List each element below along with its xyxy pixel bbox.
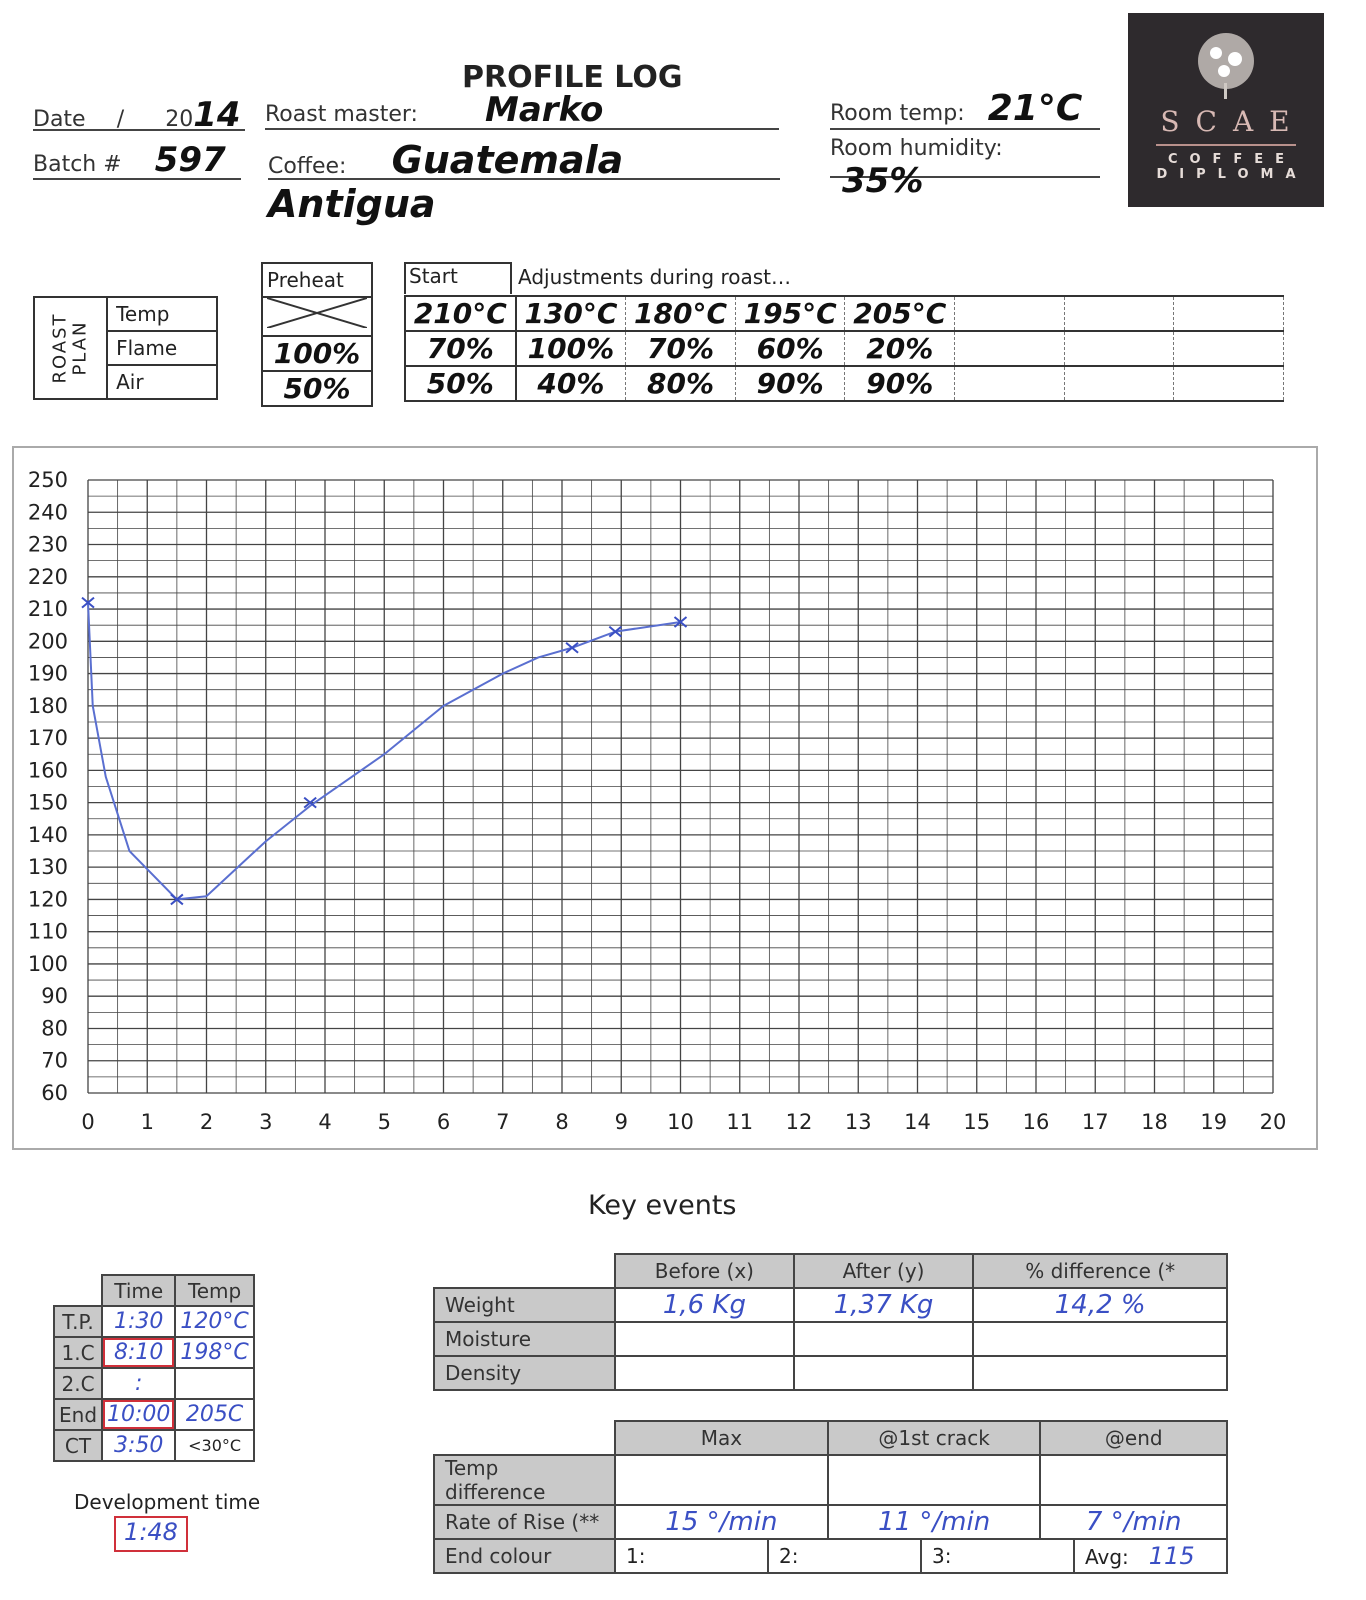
y-tick-label: 140 <box>27 822 68 847</box>
logo-line1: COFFEE <box>1167 152 1297 167</box>
x-tick-label: 0 <box>81 1110 95 1134</box>
plan-cell-air-4[interactable]: 90% <box>845 366 955 401</box>
roast-master-field[interactable] <box>265 90 779 130</box>
x-tick-label: 9 <box>614 1110 628 1134</box>
y-tick-label: 250 <box>27 468 68 492</box>
x-tick-label: 14 <box>904 1110 931 1134</box>
row-label: Moisture <box>434 1322 615 1356</box>
event-label: 2.C <box>54 1368 102 1399</box>
date-separator: / <box>116 107 125 132</box>
value-cell[interactable]: 14,2 % <box>973 1288 1227 1322</box>
x-tick-label: 15 <box>963 1110 991 1134</box>
room-temp-value: 21°C <box>987 88 1083 129</box>
event-temp[interactable]: 120°C <box>175 1306 253 1337</box>
coffee-label: Coffee: <box>268 154 347 179</box>
plan-cell-flame-2[interactable]: 70% <box>626 331 736 366</box>
x-tick-label: 13 <box>844 1110 872 1134</box>
end-colour-label: Avg: <box>1085 1545 1129 1569</box>
value-cell[interactable]: 1,37 Kg <box>794 1288 974 1322</box>
start-label: Start <box>404 262 512 294</box>
column-header: @1st crack <box>828 1421 1041 1455</box>
x-tick-label: 18 <box>1141 1110 1168 1134</box>
row-label: Temp difference <box>434 1455 615 1505</box>
y-tick-label: 120 <box>27 887 68 912</box>
logo-line2: DIPLOMA <box>1156 167 1308 182</box>
plan-cell-air-3[interactable]: 90% <box>735 366 845 401</box>
coffee-field[interactable] <box>268 138 780 226</box>
room-humidity-value: 35% <box>842 161 924 201</box>
blank <box>434 1254 615 1288</box>
roast-profile-chart <box>0 460 1320 1150</box>
plan-cell-air-2[interactable]: 80% <box>626 366 736 401</box>
batch-label: Batch # <box>33 152 122 177</box>
roast-plan-label-1: ROAST <box>49 312 71 384</box>
row-label: End colour <box>434 1539 615 1573</box>
adjustments-label: Adjustments during roast… <box>518 265 792 289</box>
roast-master-label: Roast master: <box>265 102 418 127</box>
column-header: Before (x) <box>615 1254 794 1288</box>
end-colour-label: 2: <box>779 1544 799 1568</box>
event-temp[interactable]: <30°C <box>175 1430 253 1461</box>
y-tick-label: 160 <box>27 758 68 783</box>
rates-table <box>433 1420 1228 1574</box>
row-label: Density <box>434 1356 615 1390</box>
x-tick-label: 4 <box>318 1110 332 1134</box>
end-colour-cell[interactable] <box>920 1540 1073 1572</box>
preheat-label: Preheat <box>262 263 372 297</box>
event-temp[interactable] <box>175 1368 253 1399</box>
coffee-value: Guatemala Antigua <box>268 138 624 226</box>
development-time-label: Development time <box>74 1490 261 1514</box>
event-label: T.P. <box>54 1306 102 1337</box>
plan-cell-air-7[interactable] <box>1174 366 1284 401</box>
x-tick-label: 7 <box>496 1110 510 1134</box>
y-tick-label: 220 <box>27 564 68 589</box>
x-tick-label: 20 <box>1259 1110 1287 1134</box>
x-tick-label: 3 <box>259 1110 273 1134</box>
preheat-table <box>261 262 373 407</box>
events-table <box>53 1274 255 1462</box>
events-header: Time <box>102 1275 175 1306</box>
x-tick-label: 17 <box>1081 1110 1109 1134</box>
plan-cell-flame-7[interactable] <box>1174 331 1284 366</box>
column-header: @end <box>1040 1421 1227 1455</box>
event-temp[interactable]: 205C <box>175 1399 253 1430</box>
scae-logo <box>1128 13 1324 207</box>
x-tick-label: 6 <box>436 1110 451 1134</box>
column-header: After (y) <box>794 1254 974 1288</box>
y-tick-label: 240 <box>27 500 68 525</box>
value-cell[interactable] <box>794 1356 974 1390</box>
value-cell[interactable]: 11 °/min <box>828 1505 1041 1539</box>
event-time[interactable]: 8:10 <box>102 1337 175 1368</box>
y-tick-label: 60 <box>41 1081 68 1105</box>
date-year-value: 14 <box>193 95 241 135</box>
y-tick-label: 190 <box>27 661 68 686</box>
event-time[interactable]: 1:30 <box>102 1306 175 1337</box>
plan-cell-temp-7[interactable] <box>1174 296 1284 331</box>
row-label-flame: Flame <box>107 331 217 365</box>
value-cell[interactable] <box>794 1322 974 1356</box>
plan-cell-flame-5[interactable] <box>955 331 1065 366</box>
value-cell[interactable]: 7 °/min <box>1040 1505 1227 1539</box>
batch-value: 597 <box>154 140 226 180</box>
end-colour-avg: 115 <box>1148 1542 1195 1570</box>
y-tick-label: 130 <box>27 855 68 880</box>
value-cell[interactable] <box>1040 1455 1227 1505</box>
row-label: Weight <box>434 1288 615 1322</box>
value-cell[interactable]: 15 °/min <box>615 1505 828 1539</box>
plan-cell-temp-3[interactable]: 195°C <box>735 296 845 331</box>
plan-cell-temp-6[interactable] <box>1064 296 1174 331</box>
plan-cell-air-6[interactable] <box>1064 366 1174 401</box>
value-cell[interactable]: 1,6 Kg <box>615 1288 794 1322</box>
x-tick-label: 2 <box>199 1110 214 1134</box>
x-tick-label: 19 <box>1200 1110 1228 1134</box>
blank <box>434 1421 615 1455</box>
event-label: CT <box>54 1430 102 1461</box>
crossed-out-cell <box>267 298 367 328</box>
plan-cell-flame-0[interactable]: 70% <box>405 331 516 366</box>
data-point-marker <box>566 643 578 653</box>
y-tick-label: 210 <box>27 597 68 622</box>
plan-cell-flame-1[interactable]: 100% <box>516 331 626 366</box>
plan-cell-flame-3[interactable]: 60% <box>735 331 845 366</box>
end-colour-cell[interactable] <box>616 1540 767 1572</box>
x-tick-label: 5 <box>377 1110 391 1134</box>
plan-cell-temp-1[interactable]: 130°C <box>516 296 626 331</box>
x-tick-label: 11 <box>726 1110 754 1134</box>
plan-cell-air-1[interactable]: 40% <box>516 366 626 401</box>
plan-cell-air-5[interactable] <box>955 366 1065 401</box>
column-header: % difference (* <box>973 1254 1227 1288</box>
event-time[interactable]: 3:50 <box>102 1430 175 1461</box>
room-humidity-field[interactable] <box>830 136 1100 201</box>
x-tick-label: 8 <box>555 1110 569 1134</box>
y-tick-label: 170 <box>27 726 68 751</box>
y-tick-label: 200 <box>27 629 68 654</box>
y-tick-label: 90 <box>41 984 68 1009</box>
x-tick-label: 1 <box>140 1110 154 1134</box>
end-colour-cell[interactable] <box>1073 1540 1226 1572</box>
roast-master-value: Marko <box>485 90 604 130</box>
plan-cell-temp-4[interactable]: 205°C <box>845 296 955 331</box>
end-colour-cell[interactable] <box>767 1540 920 1572</box>
date-year-prefix: 20 <box>165 107 194 132</box>
roast-plan-label-2: PLAN <box>69 320 91 376</box>
event-temp[interactable]: 198°C <box>175 1337 253 1368</box>
value-cell[interactable] <box>615 1455 828 1505</box>
date-label: Date <box>33 107 86 132</box>
x-tick-label: 16 <box>1022 1110 1050 1134</box>
event-time[interactable]: : <box>102 1368 175 1399</box>
plan-cell-flame-6[interactable] <box>1064 331 1174 366</box>
room-temp-label: Room temp: <box>830 101 965 126</box>
event-time[interactable]: 10:00 <box>102 1399 175 1430</box>
end-colour-label: 3: <box>932 1544 952 1568</box>
development-time-value[interactable]: 1:48 <box>114 1516 188 1552</box>
y-tick-label: 100 <box>27 951 68 976</box>
value-cell[interactable] <box>973 1356 1227 1390</box>
preheat-air[interactable]: 50% <box>262 371 372 406</box>
event-label: 1.C <box>54 1337 102 1368</box>
blank <box>54 1275 102 1306</box>
roast-plan-grid <box>404 295 1284 402</box>
events-header: Temp <box>175 1275 253 1306</box>
y-tick-label: 70 <box>41 1048 68 1073</box>
y-tick-label: 110 <box>27 919 68 944</box>
date-field[interactable] <box>33 95 245 135</box>
value-cell[interactable] <box>615 1322 794 1356</box>
tree-icon <box>1191 31 1261 101</box>
x-tick-label: 10 <box>667 1110 694 1134</box>
key-events-title: Key events <box>588 1190 737 1221</box>
logo-brand: SCAE <box>1160 105 1306 138</box>
value-cell[interactable] <box>615 1356 794 1390</box>
row-label-air: Air <box>107 365 217 399</box>
y-tick-label: 150 <box>27 790 68 815</box>
x-tick-label: 12 <box>785 1110 813 1134</box>
plan-cell-flame-4[interactable]: 20% <box>845 331 955 366</box>
plan-cell-temp-0[interactable]: 210°C <box>405 296 516 331</box>
column-header: Max <box>615 1421 828 1455</box>
value-cell[interactable] <box>828 1455 1041 1505</box>
room-humidity-label: Room humidity: <box>830 136 1003 161</box>
roast-plan-labels <box>33 296 218 400</box>
event-label: End <box>54 1399 102 1430</box>
y-tick-label: 230 <box>27 532 68 557</box>
measurements-table <box>433 1253 1228 1391</box>
preheat-flame[interactable]: 100% <box>262 336 372 371</box>
y-tick-label: 180 <box>27 693 68 718</box>
end-colour-label: 1: <box>626 1544 646 1568</box>
y-tick-label: 80 <box>41 1016 68 1041</box>
row-label-temp: Temp <box>107 297 217 331</box>
value-cell[interactable] <box>973 1322 1227 1356</box>
plan-cell-temp-2[interactable]: 180°C <box>626 296 736 331</box>
plan-cell-temp-5[interactable] <box>955 296 1065 331</box>
batch-field[interactable] <box>33 140 241 180</box>
row-label: Rate of Rise (** <box>434 1505 615 1539</box>
page-title: PROFILE LOG <box>462 60 683 95</box>
plan-cell-air-0[interactable]: 50% <box>405 366 516 401</box>
room-temp-field[interactable] <box>830 88 1100 130</box>
